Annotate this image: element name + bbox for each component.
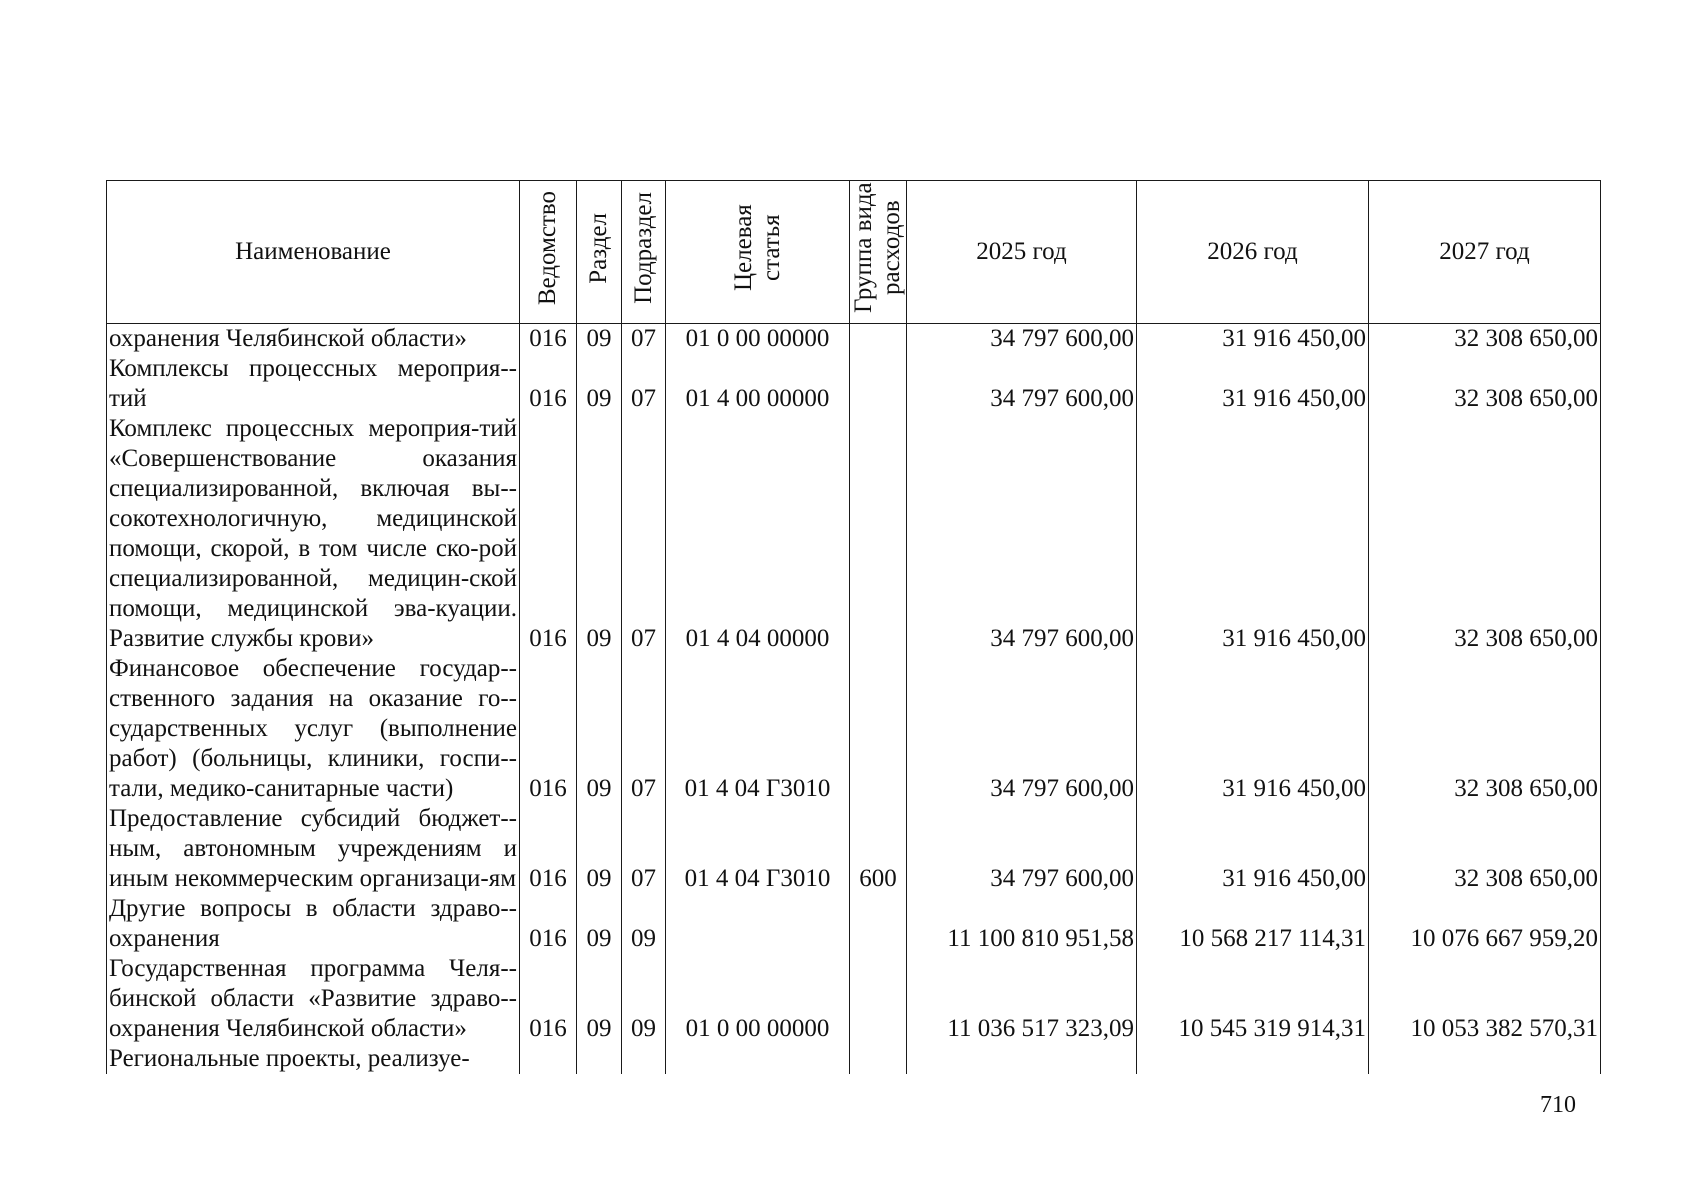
table-row [107, 414, 1601, 654]
header-gruppa-label: Группа вида расходов [850, 182, 905, 314]
cell-pod: 07 [622, 654, 666, 804]
cell-2026: 31 916 450,00 [1137, 354, 1369, 414]
cell-cel: 01 4 04 00000 [666, 414, 850, 654]
cell-grp: 600 [850, 804, 907, 894]
cell-2025: 34 797 600,00 [907, 654, 1137, 804]
header-celevaya-label: Целевая статья [729, 204, 785, 292]
cell-ved: 016 [520, 414, 577, 654]
cell-cel: 01 4 04 Г3010 [666, 654, 850, 804]
header-gruppa [850, 181, 907, 324]
cell-pod: 07 [622, 324, 666, 355]
cell-grp [850, 894, 907, 954]
cell-raz: 09 [577, 324, 622, 355]
cell-2026: 31 916 450,00 [1137, 414, 1369, 654]
cell-cel [666, 1044, 850, 1074]
header-2025: 2025 год [907, 181, 1137, 324]
cell-cel: 01 0 00 00000 [666, 324, 850, 355]
table-row [107, 894, 1601, 954]
cell-name: Комплекс процессных мероприя-тий «Совершенствование оказания специализированной, включая вы-сокотехнологичную, медицинской помощи, скорой, в том числе ско-рой специализированной, медицин-ской помощи, медицинской эва-куации. Развитие службы крови» [107, 414, 520, 654]
table-row [107, 804, 1601, 894]
cell-2026: 31 916 450,00 [1137, 654, 1369, 804]
cell-2027: 32 308 650,00 [1369, 354, 1601, 414]
cell-name: Другие вопросы в области здраво-охранения [107, 894, 520, 954]
cell-grp [850, 354, 907, 414]
cell-2026: 31 916 450,00 [1137, 804, 1369, 894]
table-row [107, 354, 1601, 414]
cell-2025: 34 797 600,00 [907, 324, 1137, 355]
cell-name: Предоставление субсидий бюджет-ным, автономным учреждениям и иным некоммерческим организаци-ям [107, 804, 520, 894]
cell-2025: 11 100 810 951,58 [907, 894, 1137, 954]
cell-name: Региональные проекты, реализуе- [107, 1044, 520, 1074]
cell-2026: 10 568 217 114,31 [1137, 894, 1369, 954]
cell-raz: 09 [577, 954, 622, 1044]
cell-name: Государственная программа Челя-бинской области «Развитие здраво-охранения Челябинской области» [107, 954, 520, 1044]
cell-pod: 09 [622, 894, 666, 954]
budget-table [106, 180, 1601, 1074]
cell-2026: 10 545 319 914,31 [1137, 954, 1369, 1044]
cell-pod: 07 [622, 414, 666, 654]
cell-ved: 016 [520, 324, 577, 355]
cell-grp [850, 1044, 907, 1074]
cell-ved: 016 [520, 894, 577, 954]
cell-grp [850, 954, 907, 1044]
cell-pod: 09 [622, 954, 666, 1044]
cell-name: Финансовое обеспечение государ-ственного задания на оказание го-сударственных услуг (выполнение работ) (больницы, клиники, госпи-тали, медико-санитарные части) [107, 654, 520, 804]
cell-pod: 07 [622, 804, 666, 894]
cell-name: Комплексы процессных мероприя-тий [107, 354, 520, 414]
header-name: Наименование [107, 181, 520, 324]
table-row [107, 1044, 1601, 1074]
cell-raz [577, 1044, 622, 1074]
header-podrazdel [622, 181, 666, 324]
cell-2026: 31 916 450,00 [1137, 324, 1369, 355]
cell-2027: 32 308 650,00 [1369, 654, 1601, 804]
header-2026: 2026 год [1137, 181, 1369, 324]
cell-2025: 11 036 517 323,09 [907, 954, 1137, 1044]
cell-ved [520, 1044, 577, 1074]
cell-raz: 09 [577, 804, 622, 894]
cell-2025: 34 797 600,00 [907, 354, 1137, 414]
cell-ved: 016 [520, 804, 577, 894]
cell-2026 [1137, 1044, 1369, 1074]
cell-raz: 09 [577, 654, 622, 804]
cell-raz: 09 [577, 894, 622, 954]
cell-2027: 32 308 650,00 [1369, 324, 1601, 355]
cell-2027 [1369, 1044, 1601, 1074]
cell-cel: 01 4 00 00000 [666, 354, 850, 414]
cell-raz: 09 [577, 414, 622, 654]
cell-raz: 09 [577, 354, 622, 414]
header-2027: 2027 год [1369, 181, 1601, 324]
cell-cel: 01 0 00 00000 [666, 954, 850, 1044]
cell-2027: 32 308 650,00 [1369, 414, 1601, 654]
cell-2027: 32 308 650,00 [1369, 804, 1601, 894]
cell-2027: 10 076 667 959,20 [1369, 894, 1601, 954]
cell-ved: 016 [520, 354, 577, 414]
header-razdel-label: Раздел [585, 212, 612, 284]
header-podrazdel-label: Подраздел [629, 192, 657, 304]
header-vedomstvo [520, 181, 577, 324]
cell-name: охранения Челябинской области» [107, 324, 520, 355]
cell-2025 [907, 1044, 1137, 1074]
table-row [107, 654, 1601, 804]
cell-2025: 34 797 600,00 [907, 804, 1137, 894]
cell-2025: 34 797 600,00 [907, 414, 1137, 654]
cell-grp [850, 654, 907, 804]
table-row [107, 324, 1601, 355]
cell-pod: 07 [622, 354, 666, 414]
cell-2027: 10 053 382 570,31 [1369, 954, 1601, 1044]
cell-ved: 016 [520, 954, 577, 1044]
cell-pod [622, 1044, 666, 1074]
table-row [107, 954, 1601, 1044]
cell-grp [850, 324, 907, 355]
header-vedomstvo-label: Ведомство [534, 190, 561, 306]
cell-grp [850, 414, 907, 654]
page-number: 710 [1540, 1092, 1576, 1118]
header-row [107, 181, 1601, 324]
header-celevaya [666, 181, 850, 324]
header-razdel [577, 181, 622, 324]
cell-cel [666, 894, 850, 954]
cell-ved: 016 [520, 654, 577, 804]
cell-cel: 01 4 04 Г3010 [666, 804, 850, 894]
